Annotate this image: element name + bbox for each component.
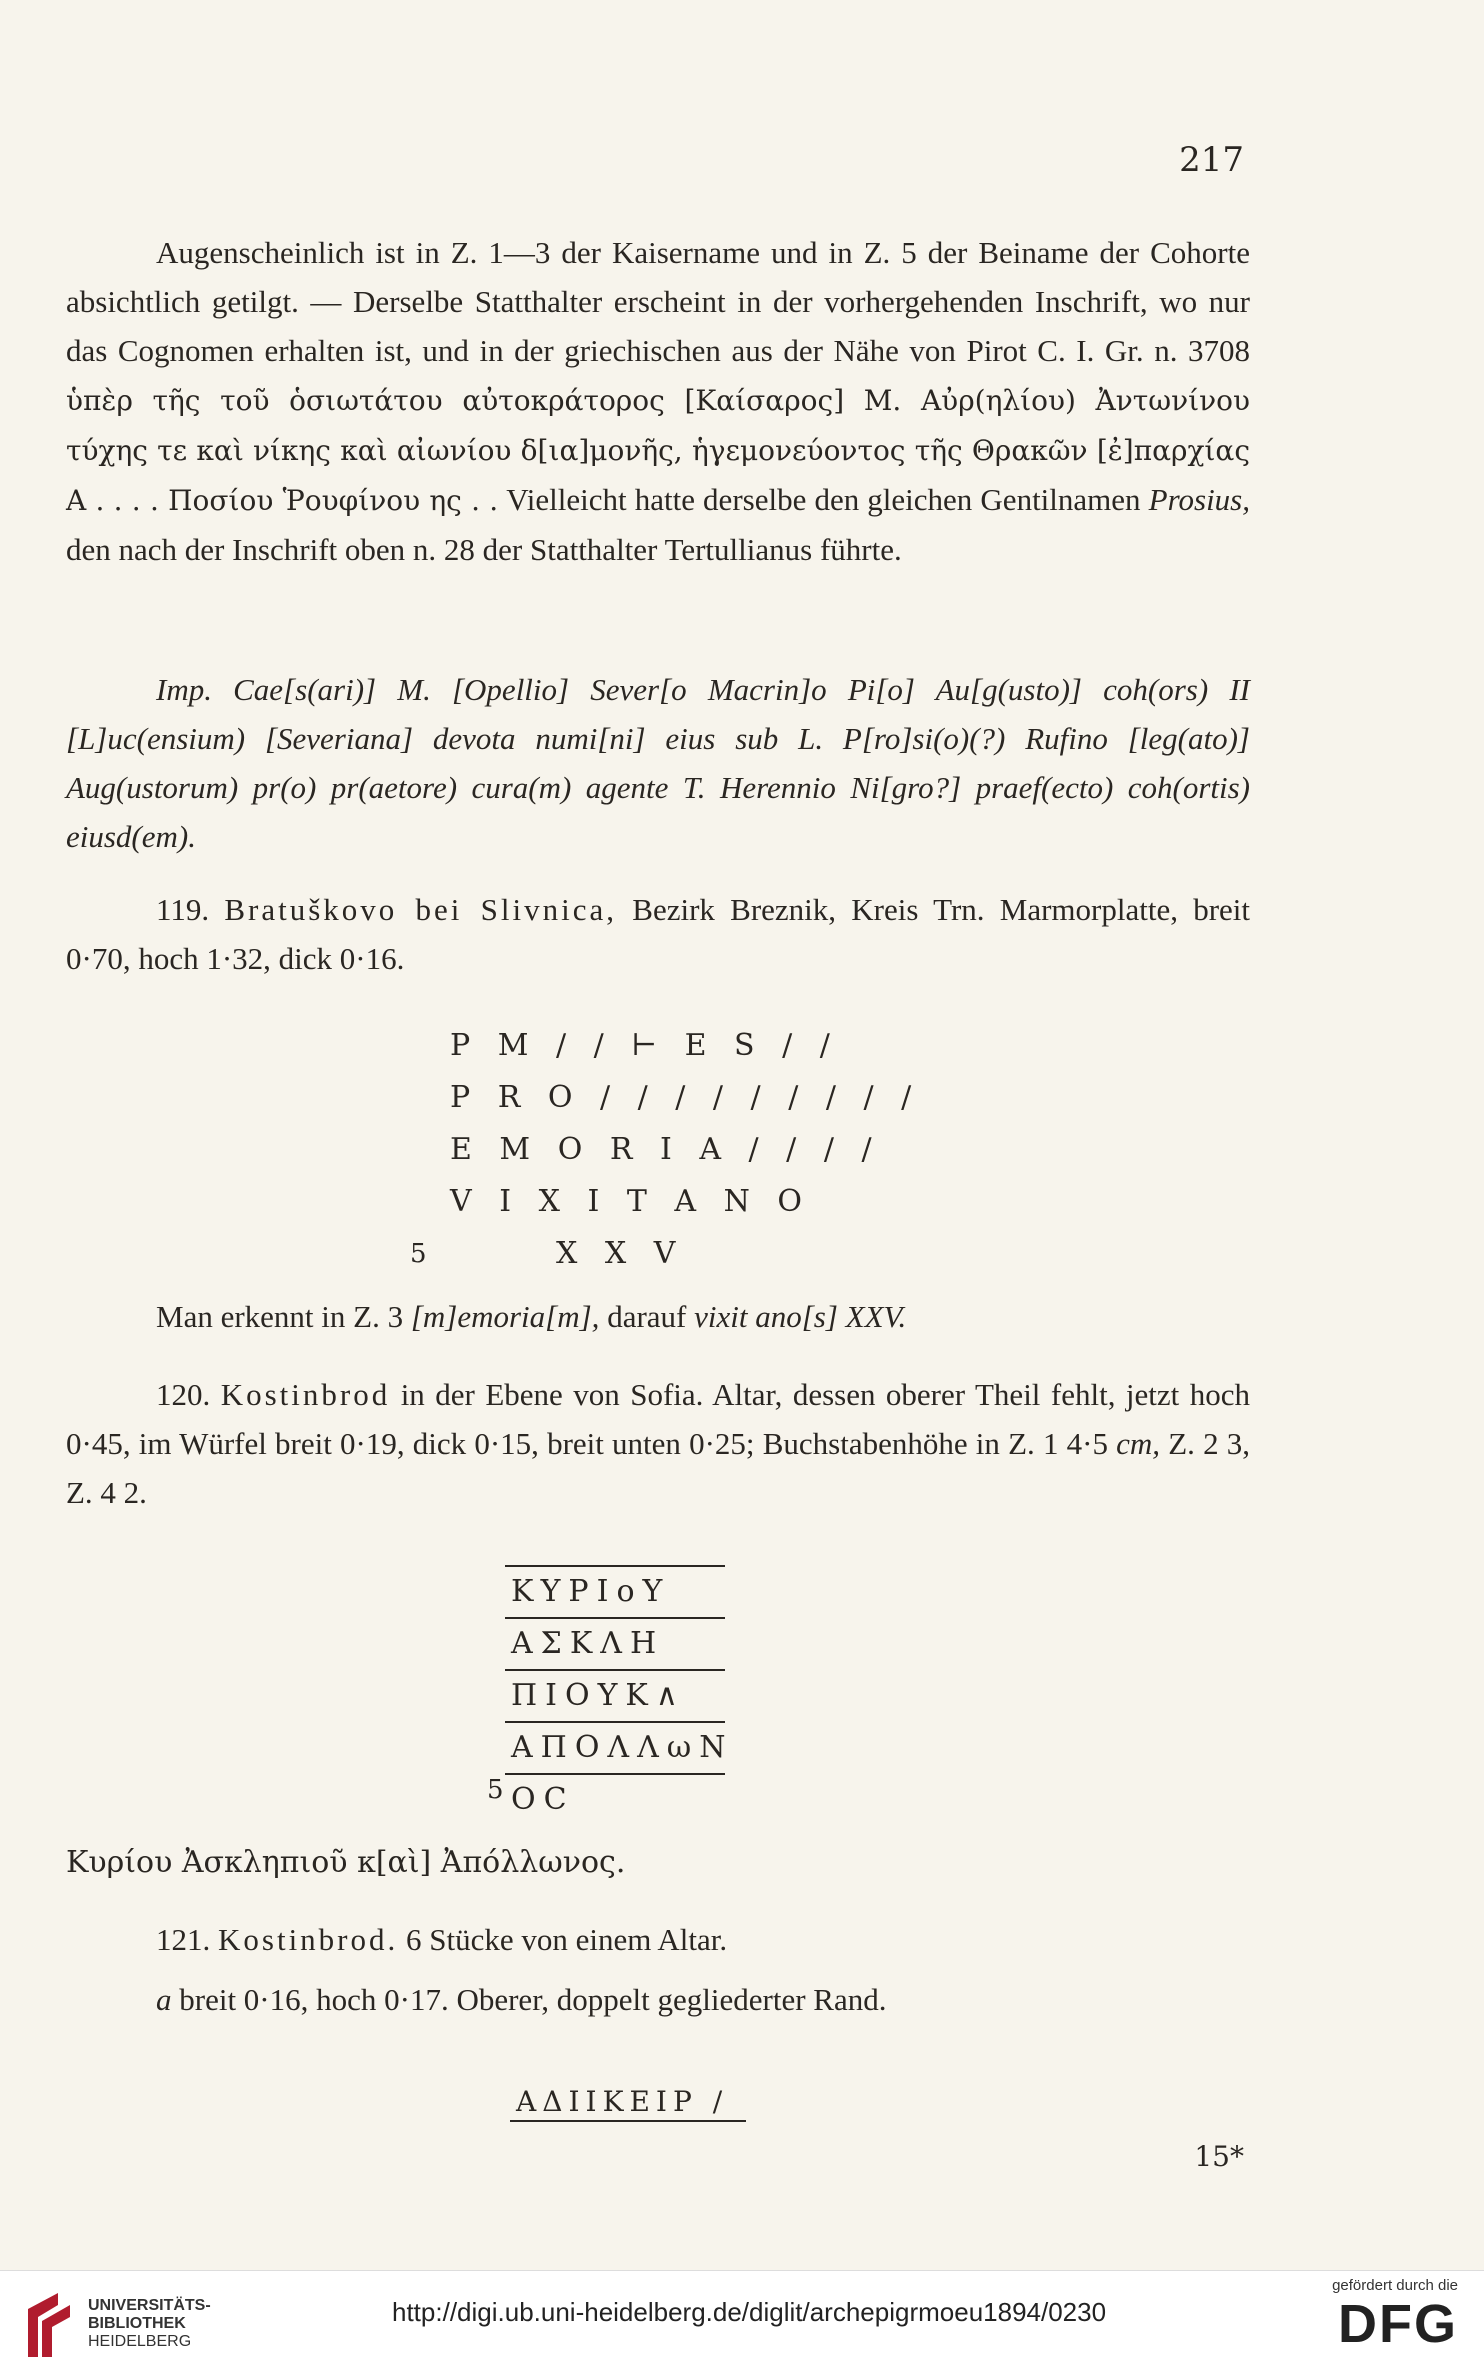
inscription-line: X X V [556,1236,685,1271]
greek-quotation: ὑπὲρ τῆς τοῦ ὁσιωτάτου αὐτοκράτορος [Καίσαρος] Μ. Αὐρ(ηλίου) Ἀντωνίνου τύχης τε καὶ νίκης καὶ αἰωνίου δ[ια]μονῆς, ἡγεμονεύοντος τῆς Θρακῶν [ἐ]παρχίας Α . . . . Ποσίου Ῥουφίνου ης . . [66,384,1250,517]
gentile-name: Prosius, [1148,482,1250,517]
inscription-121: ΑΔΙΙΚΕΙΡ / [510,2085,746,2122]
permalink-url[interactable]: http://digi.ub.uni-heidelberg.de/diglit/archepigrmoeu1894/0230 [392,2297,1107,2327]
paragraph-note-119 [66,1292,1250,1341]
library-name-line: BIBLIOTHEK [88,2315,186,2332]
note-emphasis: [m]emoria[m], [410,1299,600,1334]
paragraph-entry-119 [66,885,1250,983]
entry-description: Bezirk Breznik, Kreis Trn. Marmorplatte, breit 0·70, hoch 1·32, dick 0·16. [66,892,1251,976]
paragraph-greek-reading: Κυρίου Ἀσκληπιοῦ κ[αὶ] Ἀπόλλωνος. [66,1845,626,1880]
inscription-line: AΣKΛH [505,1619,725,1671]
commentary-text-2: Vielleicht hatte derselbe den gleichen Gentilnamen [506,482,1141,517]
note-emphasis: vixit ano[s] XXV. [694,1299,907,1334]
entry-place: Bratuškovo bei Slivnica, [224,892,618,927]
inscription-line: E M O R I A / / / / [450,1132,881,1167]
line-number: 5 [410,1239,427,1269]
inscription-line: KYPIoY [505,1565,725,1619]
inscription-line: OC [511,1782,575,1817]
entry-number: 120. [156,1377,211,1412]
commentary-text: Augenscheinlich ist in Z. 1—3 der Kaisername und in Z. 5 der Beiname der Cohorte absichtlich getilgt. — Derselbe Statthalter erscheint in der vorhergehenden Inschrift, wo nur das Cognomen erhalten ist, und in der griechischen aus der Nähe von Pirot C. I. Gr. n. 3708 [66,235,1250,368]
footer-bar [0,2270,1484,2374]
dfg-logo: DFG [1338,2294,1458,2354]
inscription-120 [487,1565,734,1825]
line-number: 5 [487,1775,504,1805]
unit-text: cm, [1116,1426,1161,1461]
paragraph-commentary [66,228,1250,574]
library-name-line: HEIDELBERG [88,2333,192,2350]
library-name-line: UNIVERSITÄTS- [88,2297,211,2314]
signature-mark: 15* [1194,2140,1244,2173]
entry-place: Kostinbrod [220,1377,391,1412]
inscription-line: P R O / / / / / / / / / [450,1080,921,1115]
inscription-line: ΠIOYK∧ [505,1671,725,1723]
entry-number: 121. [156,1922,211,1957]
paragraph-transcription: Imp. Cae[s(ari)] M. [Opellio] Sever[o Macrin]o Pi[o] Au[g(usto)] coh(ors) II [L]uc(ensium) [Severiana] devota numi[ni] eius sub L. P[ro]si(o)(?) Rufino [leg(ato)] Aug(ustorum) pr(o) pr(aetore) cura(m) agente T. Herennio Ni[gro?] praef(ecto) coh(ortis) eiusd(em). [66,672,1250,854]
paragraph-entry-120 [66,1370,1250,1517]
entry-description: 6 Stücke von einem Altar. [406,1922,728,1957]
paragraph-fragment-a [66,1975,1250,2024]
inscription-line: V I X I T A N O [450,1184,811,1219]
library-emblem-icon [18,2287,80,2359]
paragraph-entry-121 [66,1915,1250,1964]
entry-place: Kostinbrod. [218,1922,399,1957]
entry-description: Z. 2 3, Z. 4 2. [66,1426,1251,1510]
page-number: 217 [1179,140,1244,180]
entry-number: 119. [156,892,210,927]
fragment-label: a [156,1982,172,2017]
funder-logo [1332,2277,1458,2354]
note-text: darauf [607,1299,687,1334]
commentary-text-3: den nach der Inschrift oben n. 28 der Statthalter Tertullianus führte. [66,532,902,567]
inscription-line: AΠOΛΛωN [505,1723,725,1775]
entry-description: in der Ebene von Sofia. Altar, dessen oberer Theil fehlt, jetzt hoch 0·45, im Würfel breit 0·19, dick 0·15, breit unten 0·25; Buchstabenhöhe in Z. 1 4·5 [66,1377,1250,1461]
inscription-119 [410,1020,921,1280]
note-text: Man erkennt in Z. 3 [156,1299,404,1334]
fragment-description: breit 0·16, hoch 0·17. Oberer, doppelt gegliederter Rand. [179,1982,887,2017]
inscription-line: P M / / ⊢ E S / / [450,1028,839,1063]
funded-by-text: gefördert durch die [1332,2277,1458,2294]
